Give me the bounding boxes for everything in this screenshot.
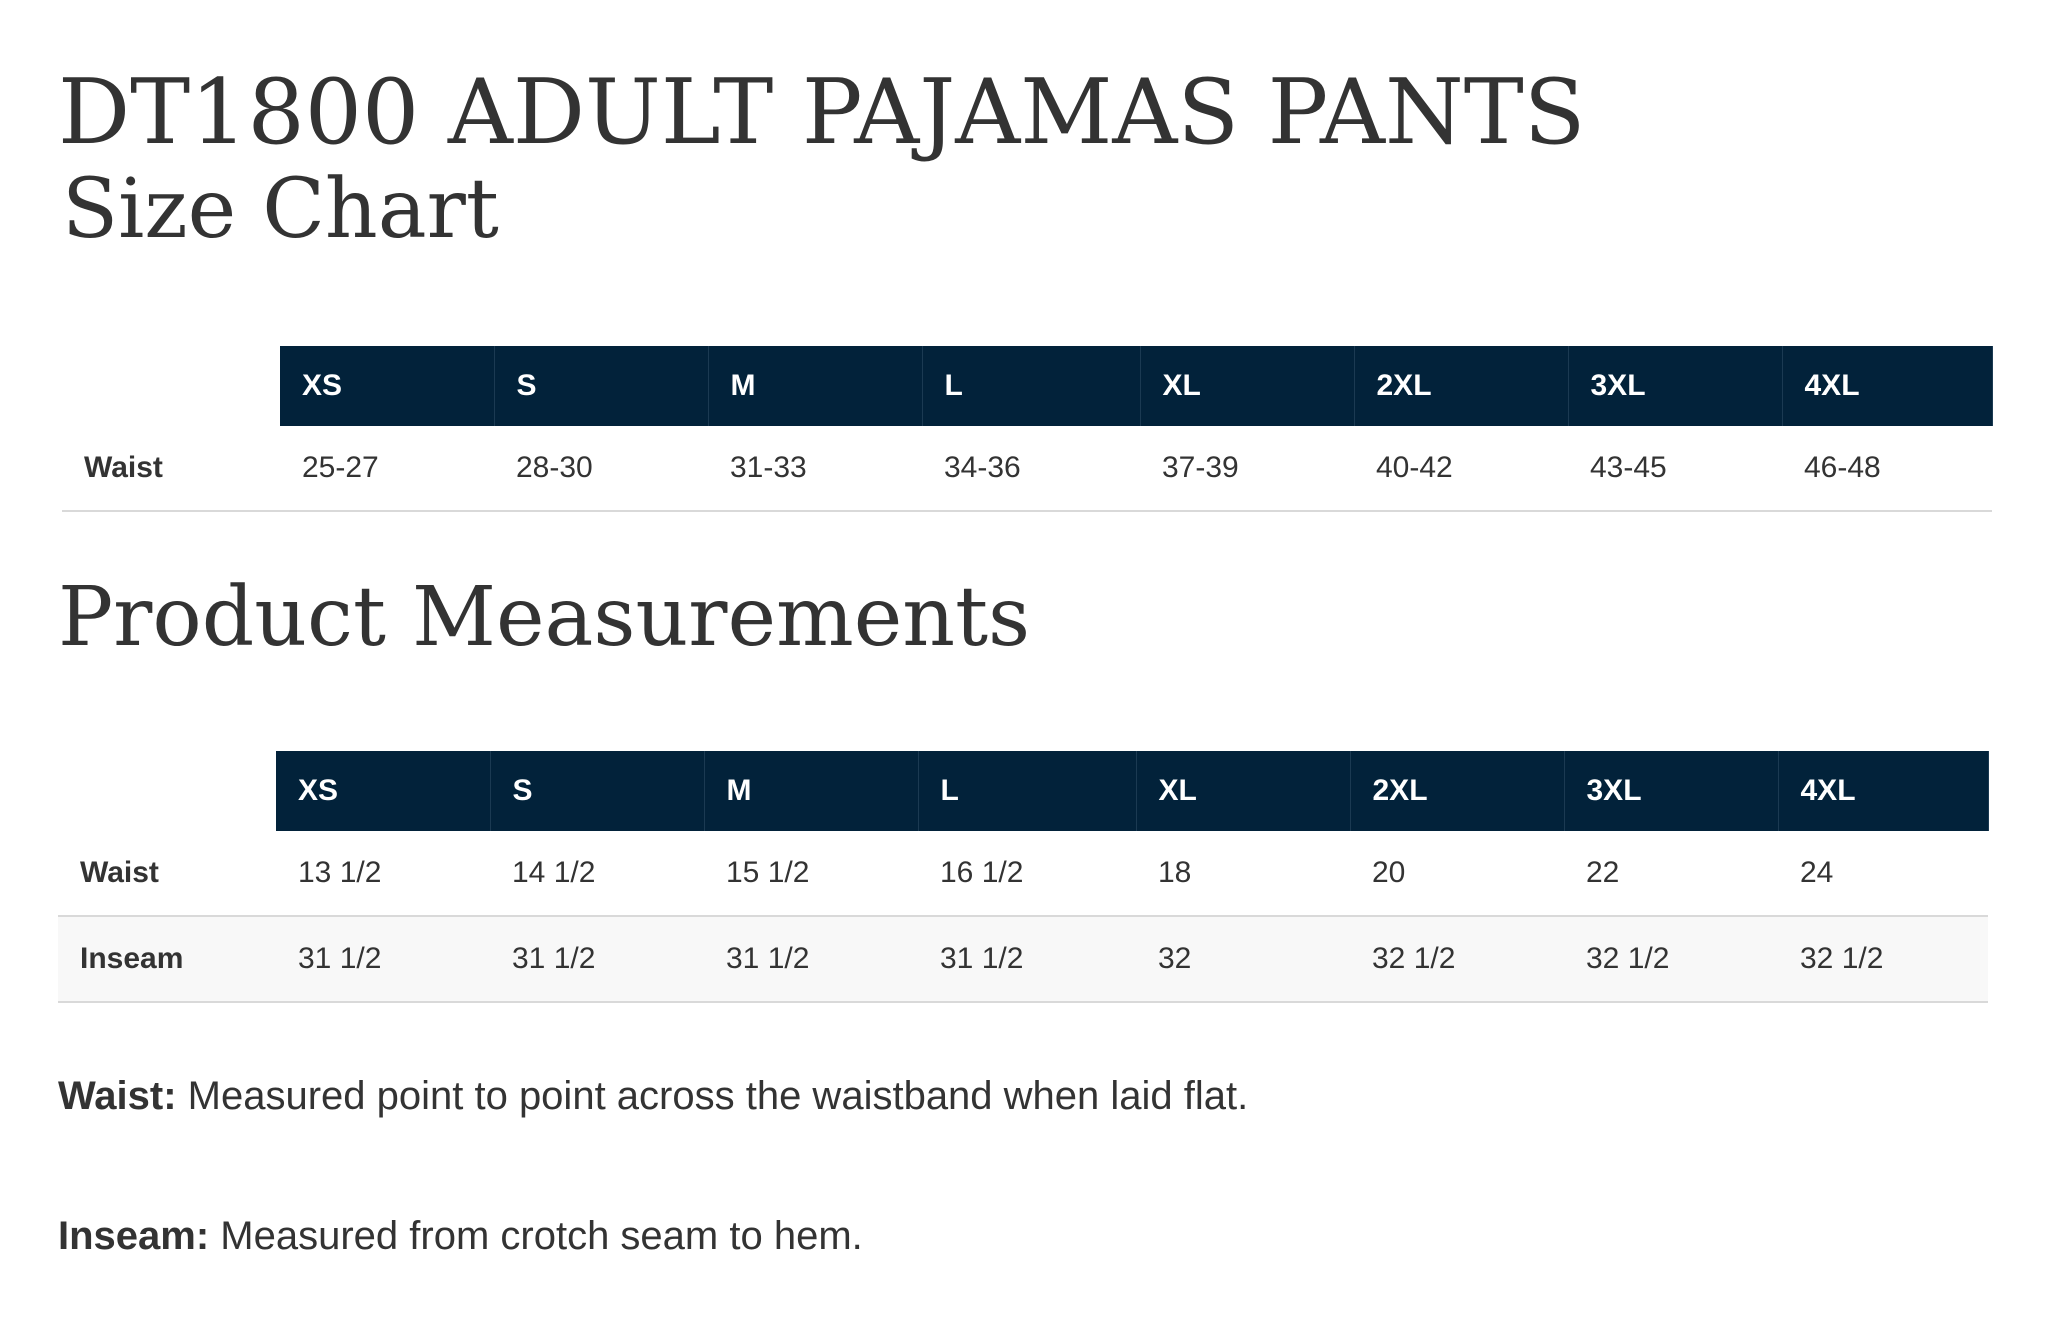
table-cell: 34-36	[922, 426, 1140, 511]
size-header-3xl: 3XL	[1568, 346, 1782, 426]
table-cell: 15 1/2	[704, 831, 918, 916]
table-cell: 31 1/2	[918, 916, 1136, 1002]
size-header-2xl: 2XL	[1350, 751, 1564, 831]
measurements-heading: Product Measurements	[58, 570, 1031, 665]
size-header-l: L	[922, 346, 1140, 426]
inseam-note	[58, 1212, 863, 1260]
table-cell: 31 1/2	[276, 916, 490, 1002]
table-cell: 20	[1350, 831, 1564, 916]
size-header-xs: XS	[280, 346, 494, 426]
row-label-waist: Waist	[62, 426, 280, 511]
page-title: DT1800 ADULT PAJAMAS PANTS	[58, 60, 1586, 165]
table-corner-cell	[58, 751, 276, 831]
size-header-xs: XS	[276, 751, 490, 831]
page-subtitle: Size Chart	[62, 162, 499, 257]
table-cell: 31 1/2	[490, 916, 704, 1002]
table-corner-cell	[62, 346, 280, 426]
size-header-3xl: 3XL	[1564, 751, 1778, 831]
size-header-2xl: 2XL	[1354, 346, 1568, 426]
table-cell: 18	[1136, 831, 1350, 916]
row-label-inseam: Inseam	[58, 916, 276, 1002]
size-header-m: M	[704, 751, 918, 831]
table-cell: 28-30	[494, 426, 708, 511]
table-cell: 16 1/2	[918, 831, 1136, 916]
inseam-note-term: Inseam:	[58, 1214, 210, 1258]
table-cell: 46-48	[1782, 426, 1992, 511]
size-header-s: S	[490, 751, 704, 831]
table-cell: 32	[1136, 916, 1350, 1002]
size-header-l: L	[918, 751, 1136, 831]
table-cell: 32 1/2	[1778, 916, 1988, 1002]
size-header-xl: XL	[1140, 346, 1354, 426]
waist-note	[58, 1072, 1248, 1120]
size-header-4xl: 4XL	[1782, 346, 1992, 426]
table-cell: 31-33	[708, 426, 922, 511]
measurements-header-row	[58, 751, 1988, 831]
table-cell: 40-42	[1354, 426, 1568, 511]
table-row	[58, 831, 1988, 916]
table-cell: 37-39	[1140, 426, 1354, 511]
size-header-xl: XL	[1136, 751, 1350, 831]
table-cell: 43-45	[1568, 426, 1782, 511]
table-row	[58, 916, 1988, 1002]
waist-note-term: Waist:	[58, 1074, 177, 1118]
size-header-s: S	[494, 346, 708, 426]
table-cell: 22	[1564, 831, 1778, 916]
size-header-m: M	[708, 346, 922, 426]
table-cell: 24	[1778, 831, 1988, 916]
table-cell: 31 1/2	[704, 916, 918, 1002]
table-cell: 14 1/2	[490, 831, 704, 916]
size-chart-header-row	[62, 346, 1992, 426]
table-row	[62, 426, 1992, 511]
table-cell: 25-27	[280, 426, 494, 511]
waist-note-text: Measured point to point across the waistband when laid flat.	[176, 1074, 1249, 1118]
row-label-waist: Waist	[58, 831, 276, 916]
table-cell: 32 1/2	[1350, 916, 1564, 1002]
table-cell: 32 1/2	[1564, 916, 1778, 1002]
inseam-note-text: Measured from crotch seam to hem.	[209, 1214, 863, 1258]
size-chart-table	[62, 346, 1993, 512]
table-cell: 13 1/2	[276, 831, 490, 916]
measurements-table	[58, 751, 1989, 1003]
size-header-4xl: 4XL	[1778, 751, 1988, 831]
